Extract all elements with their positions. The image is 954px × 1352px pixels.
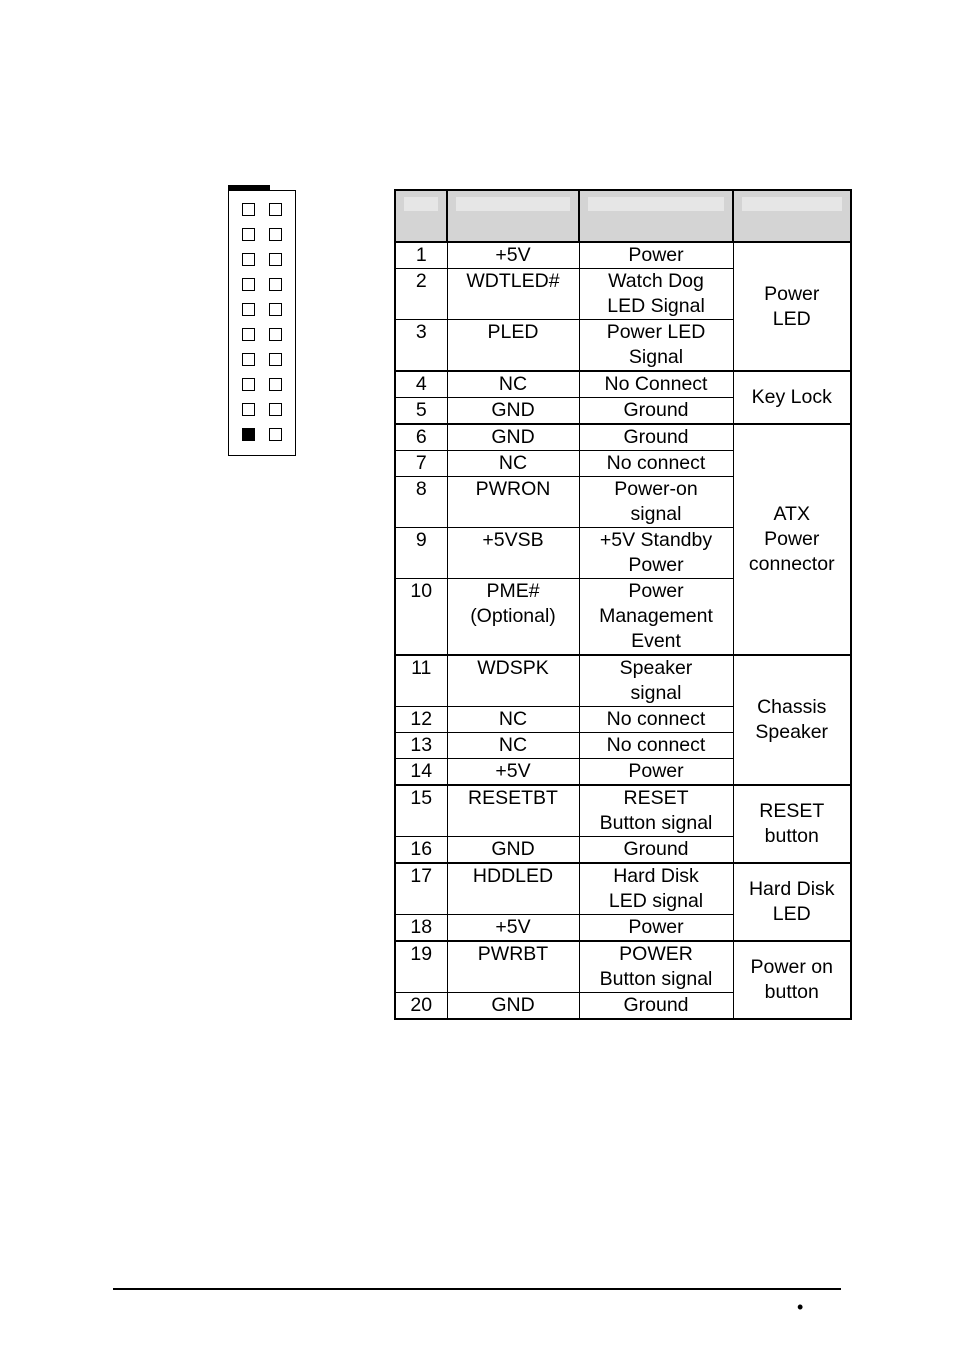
pin-number-cell: 1 xyxy=(395,242,447,269)
signal-name-cell: NC xyxy=(447,707,579,733)
table-row xyxy=(395,785,851,837)
description-cell: Speaker signal xyxy=(579,655,733,707)
header-highlight xyxy=(588,197,724,211)
connector-pin xyxy=(269,403,282,416)
pin-number-cell: 14 xyxy=(395,759,447,786)
connector-pin xyxy=(269,253,282,266)
signal-name-cell: +5VSB xyxy=(447,528,579,579)
header-function xyxy=(733,190,851,242)
connector-pin xyxy=(242,303,255,316)
description-cell: Power xyxy=(579,759,733,786)
pin-number-cell: 11 xyxy=(395,655,447,707)
pin-number-cell: 10 xyxy=(395,579,447,656)
description-cell: No connect xyxy=(579,451,733,477)
header-highlight xyxy=(404,197,438,211)
connector-pin xyxy=(269,203,282,216)
connector-pin xyxy=(242,353,255,366)
signal-name-cell: GND xyxy=(447,398,579,425)
signal-name-cell: GND xyxy=(447,837,579,864)
connector-pin xyxy=(242,203,255,216)
table-row xyxy=(395,424,851,451)
signal-name-cell: NC xyxy=(447,371,579,398)
pin-number-cell: 5 xyxy=(395,398,447,425)
pin-number-cell: 3 xyxy=(395,320,447,372)
pin-number-cell: 9 xyxy=(395,528,447,579)
signal-name-cell: PME# (Optional) xyxy=(447,579,579,656)
description-cell: +5V Standby Power xyxy=(579,528,733,579)
connector-pin xyxy=(242,253,255,266)
description-cell: Ground xyxy=(579,398,733,425)
description-cell: Ground xyxy=(579,424,733,451)
description-cell: No Connect xyxy=(579,371,733,398)
signal-name-cell: WDTLED# xyxy=(447,269,579,320)
signal-name-cell: RESETBT xyxy=(447,785,579,837)
pin-header-diagram xyxy=(228,190,296,456)
signal-name-cell: HDDLED xyxy=(447,863,579,915)
connector-pin xyxy=(242,328,255,341)
pin-number-cell: 2 xyxy=(395,269,447,320)
signal-name-cell: GND xyxy=(447,993,579,1020)
connector-pin xyxy=(242,228,255,241)
table-header-row xyxy=(395,190,851,242)
pin-number-cell: 18 xyxy=(395,915,447,942)
header-signal xyxy=(447,190,579,242)
function-cell: RESET button xyxy=(733,785,851,863)
header-highlight xyxy=(456,197,570,211)
function-cell: Chassis Speaker xyxy=(733,655,851,785)
description-cell: Ground xyxy=(579,993,733,1020)
pin-number-cell: 4 xyxy=(395,371,447,398)
table-row xyxy=(395,863,851,915)
signal-name-cell: +5V xyxy=(447,915,579,942)
signal-name-cell: PLED xyxy=(447,320,579,372)
signal-name-cell: PWRBT xyxy=(447,941,579,993)
description-cell: Power xyxy=(579,242,733,269)
pin-number-cell: 8 xyxy=(395,477,447,528)
connector-pin xyxy=(269,228,282,241)
description-cell: Power Management Event xyxy=(579,579,733,656)
signal-name-cell: PWRON xyxy=(447,477,579,528)
pin-assignment-table xyxy=(394,189,852,1020)
function-cell: Hard Disk LED xyxy=(733,863,851,941)
connector-pin xyxy=(242,403,255,416)
signal-name-cell: +5V xyxy=(447,759,579,786)
description-cell: Power xyxy=(579,915,733,942)
header-highlight xyxy=(742,197,842,211)
pin-number-cell: 12 xyxy=(395,707,447,733)
function-cell: Power on button xyxy=(733,941,851,1019)
signal-name-cell: WDSPK xyxy=(447,655,579,707)
table-row xyxy=(395,242,851,269)
function-cell: Key Lock xyxy=(733,371,851,424)
pin-number-cell: 17 xyxy=(395,863,447,915)
description-cell: Power LED Signal xyxy=(579,320,733,372)
footer-bullet: • xyxy=(797,1297,804,1317)
description-cell: RESET Button signal xyxy=(579,785,733,837)
connector-pin xyxy=(242,278,255,291)
table-row xyxy=(395,941,851,993)
connector-pin xyxy=(269,378,282,391)
description-cell: No connect xyxy=(579,733,733,759)
pin-number-cell: 20 xyxy=(395,993,447,1020)
header-description xyxy=(579,190,733,242)
description-cell: Hard Disk LED signal xyxy=(579,863,733,915)
signal-name-cell: NC xyxy=(447,451,579,477)
description-cell: Power-on signal xyxy=(579,477,733,528)
signal-name-cell: NC xyxy=(447,733,579,759)
pin-number-cell: 7 xyxy=(395,451,447,477)
signal-name-cell: GND xyxy=(447,424,579,451)
connector-pin xyxy=(269,428,282,441)
description-cell: POWER Button signal xyxy=(579,941,733,993)
pin-number-cell: 19 xyxy=(395,941,447,993)
function-cell: Power LED xyxy=(733,242,851,371)
connector-pin xyxy=(269,303,282,316)
description-cell: No connect xyxy=(579,707,733,733)
table-row xyxy=(395,371,851,398)
connector-pin xyxy=(242,428,255,441)
pin-number-cell: 15 xyxy=(395,785,447,837)
description-cell: Watch Dog LED Signal xyxy=(579,269,733,320)
pin-number-cell: 16 xyxy=(395,837,447,864)
connector-pin xyxy=(242,378,255,391)
signal-name-cell: +5V xyxy=(447,242,579,269)
function-cell: ATX Power connector xyxy=(733,424,851,655)
connector-pin xyxy=(269,328,282,341)
pin-number-cell: 6 xyxy=(395,424,447,451)
table-row xyxy=(395,655,851,707)
connector-pin xyxy=(269,353,282,366)
pin-number-cell: 13 xyxy=(395,733,447,759)
description-cell: Ground xyxy=(579,837,733,864)
header-pin xyxy=(395,190,447,242)
connector-pin xyxy=(269,278,282,291)
footer-rule xyxy=(113,1288,841,1290)
